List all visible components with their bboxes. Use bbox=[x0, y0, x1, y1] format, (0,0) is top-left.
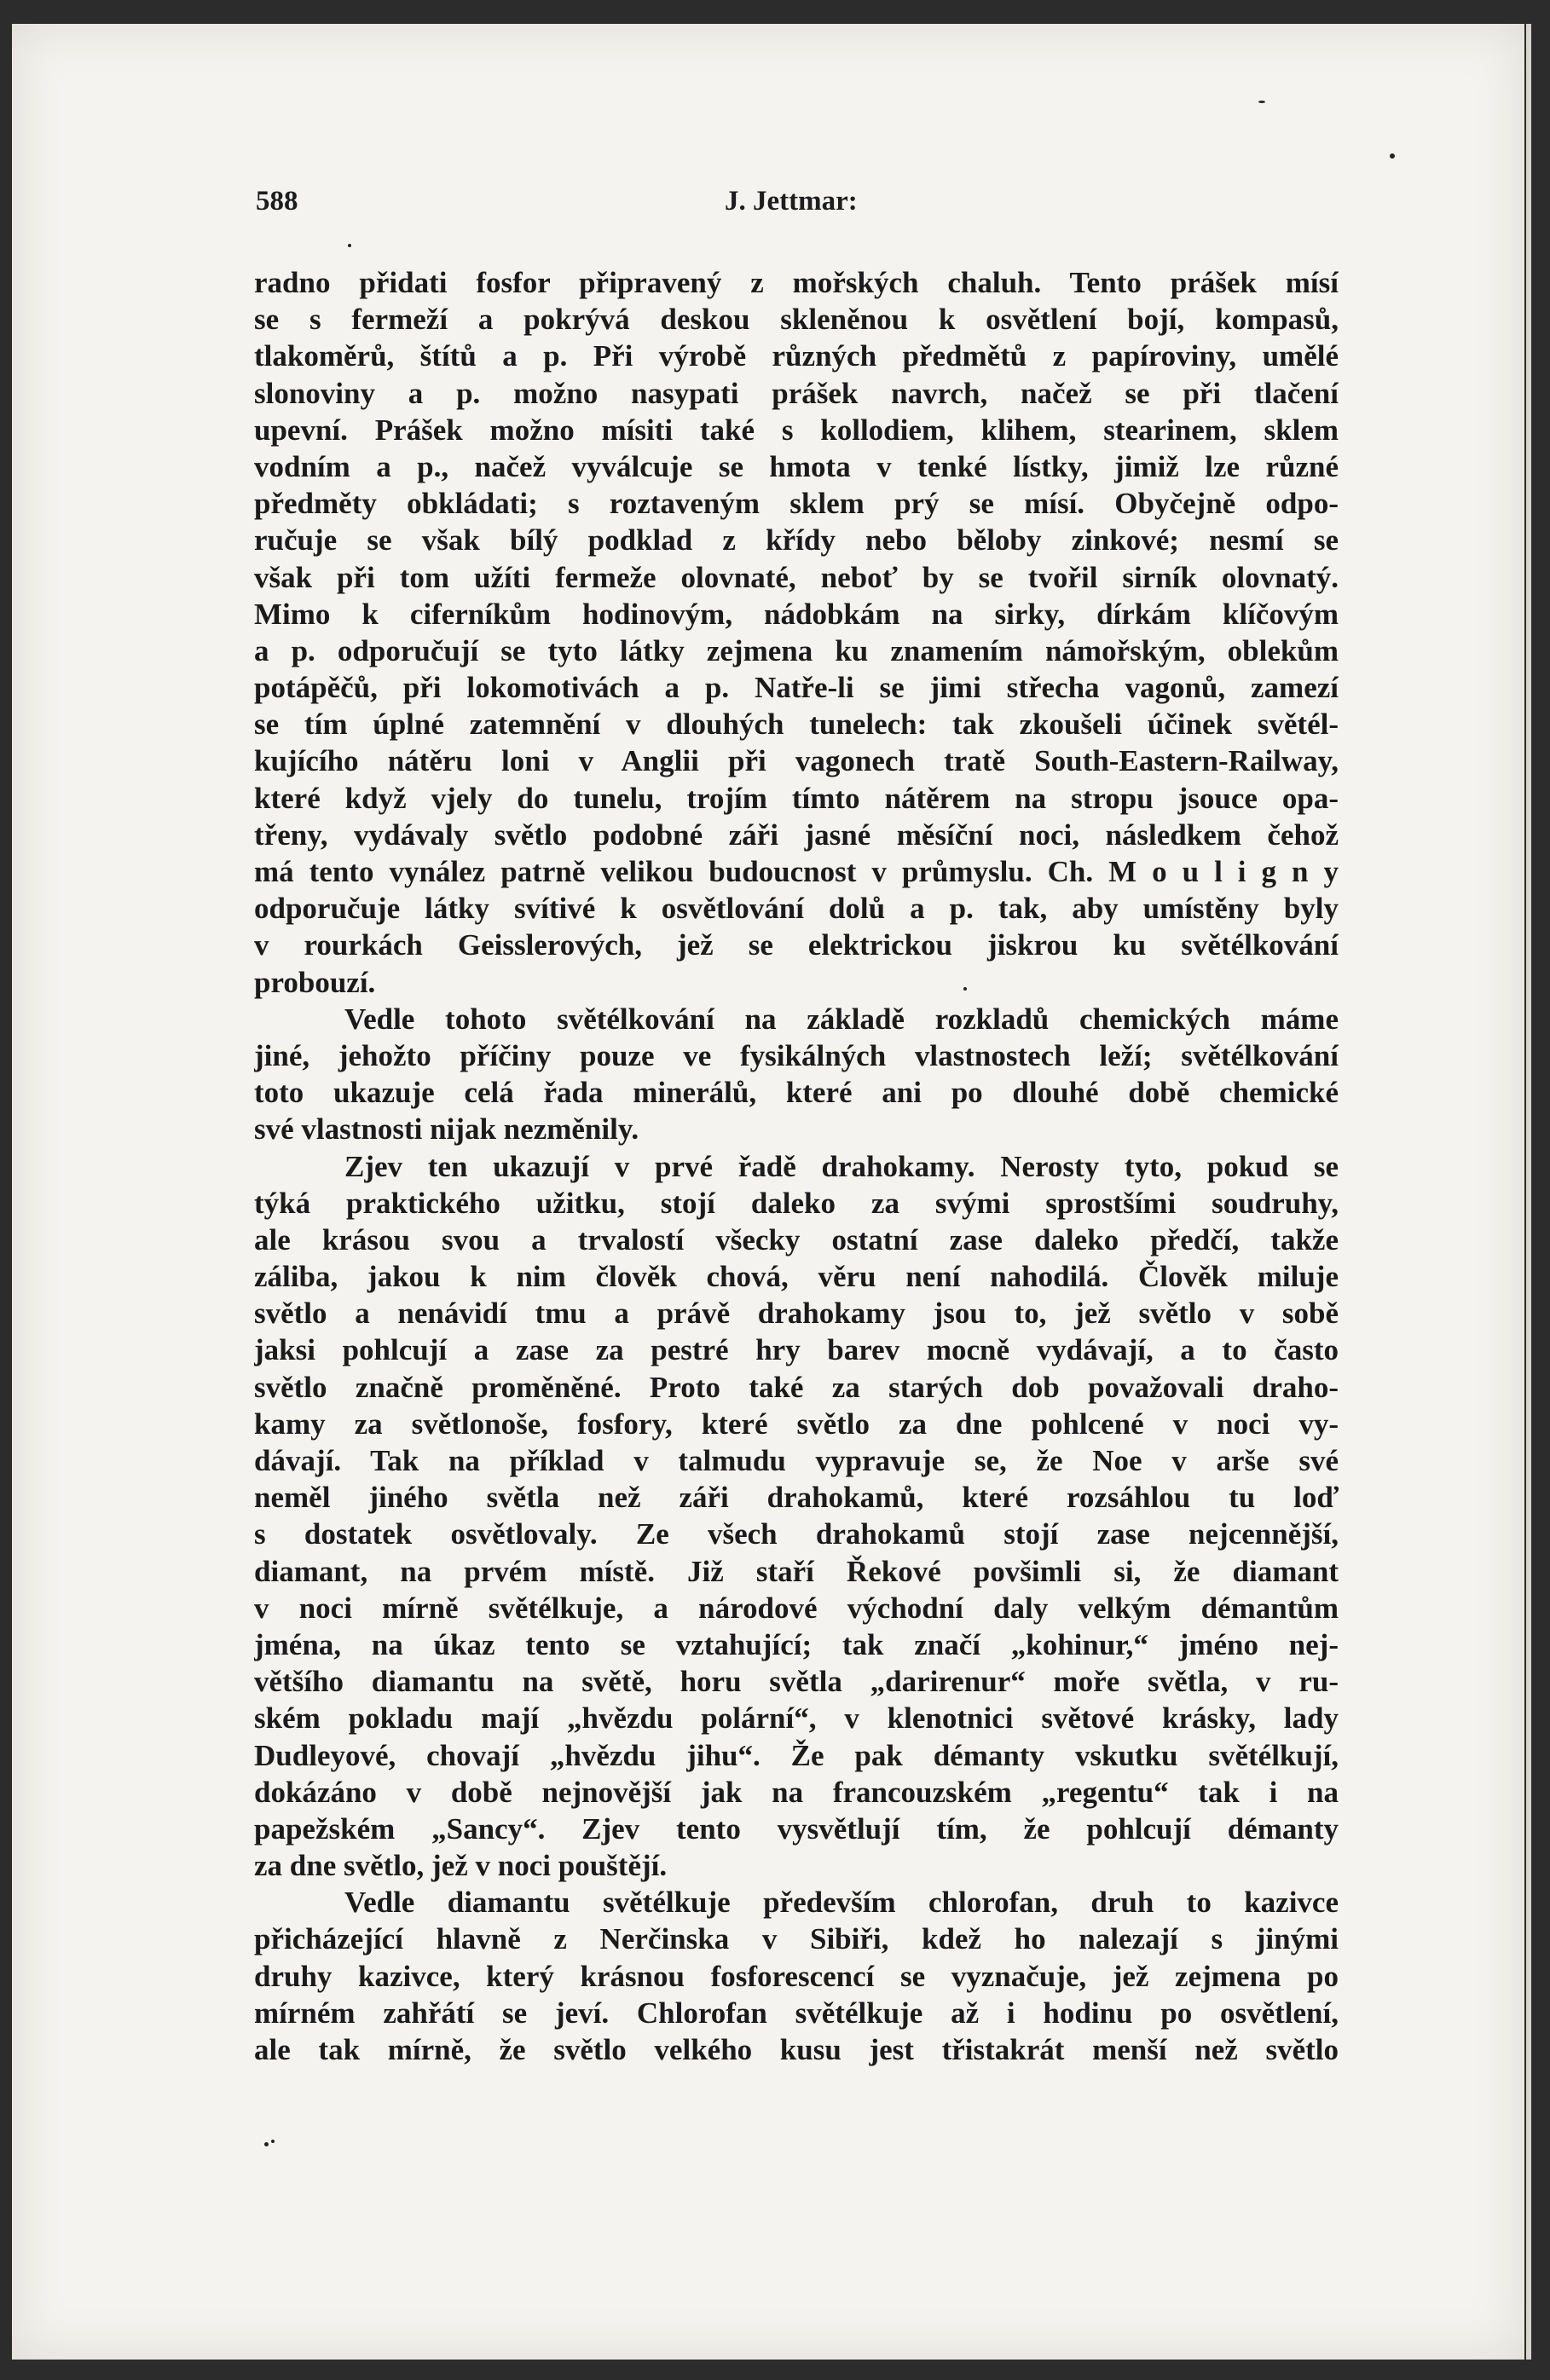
text-line: záliba, jakou k nim člověk chová, věru není nahodilá. Člověk miluje bbox=[254, 1260, 1339, 1294]
text-line: za dne světlo, jež v noci pouštějí. bbox=[254, 1849, 668, 1883]
page-edge bbox=[1526, 24, 1531, 2360]
print-speck bbox=[271, 2140, 275, 2143]
text-line: probouzí. bbox=[254, 965, 376, 999]
print-speck bbox=[963, 987, 967, 991]
text-line: se tím úplné zatemnění v dlouhých tunelech: tak zkoušeli účinek světél- bbox=[254, 708, 1339, 742]
text-line: dávají. Tak na příklad v talmudu vypravuje se, že Noe v arše své bbox=[254, 1444, 1339, 1477]
text-line: toto ukazuje celá řada minerálů, které ani po dlouhé době chemické bbox=[254, 1076, 1339, 1110]
text-line: potápěčů, při lokomotivách a p. Natře-li se jimi střecha vagonů, zamezí bbox=[254, 671, 1339, 705]
text-line: Vedle tohoto světélkování na základě rozkladů chemických máme bbox=[344, 1002, 1339, 1036]
text-line: druhy kazivce, který krásnou fosforescencí se vyznačuje, jež zejmena po bbox=[254, 1959, 1339, 1993]
text-line: ručuje se však bílý podklad z křídy nebo běloby zinkové; nesmí se bbox=[254, 523, 1339, 557]
text-line: jména, na úkaz tento se vztahující; tak značí „kohinur,“ jméno nej- bbox=[254, 1627, 1339, 1661]
text-line: Zjev ten ukazují v prvé řadě drahokamy. Nerosty tyto, pokud se bbox=[344, 1149, 1339, 1183]
text-line: v noci mírně světélkuje, a národové východní daly velkým démantům bbox=[254, 1591, 1339, 1625]
text-line: Vedle diamantu světélkuje především chlorofan, druh to kazivce bbox=[344, 1886, 1339, 1920]
text-line: mírném zahřátí se jeví. Chlorofan světélkuje až i hodinu po osvětlení, bbox=[254, 1996, 1339, 2030]
text-line: Dudleyové, chovají „hvězdu jihu“. Že pak démanty vskutku světélkují, bbox=[254, 1738, 1339, 1772]
text-line: odporučuje látky svítivé k osvětlování dolů a p. tak, aby umístěny byly bbox=[254, 892, 1339, 926]
text-line: většího diamantu na světě, horu světla „darirenur“ moře světla, v ru- bbox=[254, 1665, 1339, 1699]
text-line: ale tak mírně, že světlo velkého kusu jest třistakrát menší než světlo bbox=[254, 2033, 1339, 2066]
text-line: má tento vynález patrně velikou budoucnost v průmyslu. Ch. M o u l i g n y bbox=[254, 855, 1339, 888]
text-line: Mimo k ciferníkům hodinovým, nádobkám na sirky, dírkám klíčovým bbox=[254, 597, 1339, 631]
text-line: světlo značně proměněné. Proto také za starých dob považovali draho- bbox=[254, 1370, 1339, 1404]
text-line: třeny, vydávaly světlo podobné záři jasné měsíční noci, následkem čehož bbox=[254, 817, 1339, 852]
page-number: 588 bbox=[256, 186, 298, 217]
text-line: s dostatek osvětlovaly. Ze všech drahokamů stojí zase nejcennější, bbox=[254, 1517, 1339, 1551]
running-header bbox=[256, 186, 1330, 220]
text-line: jiné, jehožto příčiny pouze ve fysikálných vlastnostech leží; světélkování bbox=[254, 1038, 1339, 1072]
text-line: kujícího nátěru loni v Anglii při vagonech tratě South-Eastern-Railway, bbox=[254, 744, 1339, 778]
body-text bbox=[254, 264, 1339, 2068]
text-line: kamy za světlonoše, fosfory, které světlo za dne pohlcené v noci vy- bbox=[254, 1407, 1339, 1441]
text-line: v rourkách Geisslerových, jež se elektrickou jiskrou ku světélkování bbox=[254, 928, 1339, 962]
text-line: diamant, na prvém místě. Již staří Řekové povšimli si, že diamant bbox=[254, 1554, 1339, 1588]
text-line: a p. odporučují se tyto látky zejmena ku znamením námořským, oblekům bbox=[254, 633, 1339, 667]
text-line: se s fermeží a pokrývá deskou skleněnou k osvětlení bojí, kompasů, bbox=[254, 303, 1339, 337]
text-line: neměl jiného světla než záři drahokamů, které rozsáhlou tu loď bbox=[254, 1481, 1339, 1515]
text-line: však při tom užíti fermeže olovnaté, neboť by se tvořil sirník olovnatý. bbox=[254, 560, 1339, 594]
text-line: dokázáno v době nejnovější jak na francouzském „regentu“ tak i na bbox=[254, 1775, 1339, 1809]
text-line: ale krásou svou a trvalostí všecky ostatní zase daleko předčí, takže bbox=[254, 1222, 1339, 1256]
text-line: předměty obkládati; s roztaveným sklem prý se mísí. Obyčejně odpo- bbox=[254, 487, 1339, 521]
text-line: tlakoměrů, štítů a p. Při výrobě různých předmětů z papíroviny, umělé bbox=[254, 339, 1339, 373]
text-line: přicházející hlavně z Nerčinska v Sibiři, kdež ho nalezají s jinými bbox=[254, 1922, 1339, 1956]
text-line: které když vjely do tunelu, trojím tímto nátěrem na stropu jsouce opa- bbox=[254, 781, 1339, 815]
text-line: slonoviny a p. možno nasypati prášek navrch, načež se při tlačení bbox=[254, 376, 1339, 410]
print-speck bbox=[1258, 101, 1265, 103]
text-line: jaksi pohlcují a zase za pestré hry barev mocně vydávají, a to často bbox=[254, 1333, 1339, 1367]
text-line: radno přidati fosfor připravený z mořských chaluh. Tento prášek mísí bbox=[254, 266, 1339, 299]
text-line: světlo a nenávidí tmu a právě drahokamy jsou to, jež světlo v sobě bbox=[254, 1297, 1339, 1331]
print-speck bbox=[1390, 153, 1395, 159]
running-title: J. Jettmar: bbox=[725, 186, 858, 217]
text-line: týká praktického užitku, stojí daleko za svými sprostšími soudruhy, bbox=[254, 1186, 1339, 1220]
text-line: upevní. Prášek možno mísiti také s kollodiem, klihem, stearinem, sklem bbox=[254, 413, 1339, 447]
print-speck bbox=[348, 244, 351, 247]
print-speck bbox=[264, 2142, 269, 2146]
text-line: papežském „Sancy“. Zjev tento vysvětlují tím, že pohlcují démanty bbox=[254, 1811, 1339, 1846]
text-line: ském pokladu mají „hvězdu polární“, v klenotnici světové krásky, lady bbox=[254, 1701, 1339, 1736]
text-line: vodním a p., načež vyválcuje se hmota v tenké lístky, jimiž lze různé bbox=[254, 449, 1339, 483]
text-line: své vlastnosti nijak nezměnily. bbox=[254, 1112, 639, 1147]
